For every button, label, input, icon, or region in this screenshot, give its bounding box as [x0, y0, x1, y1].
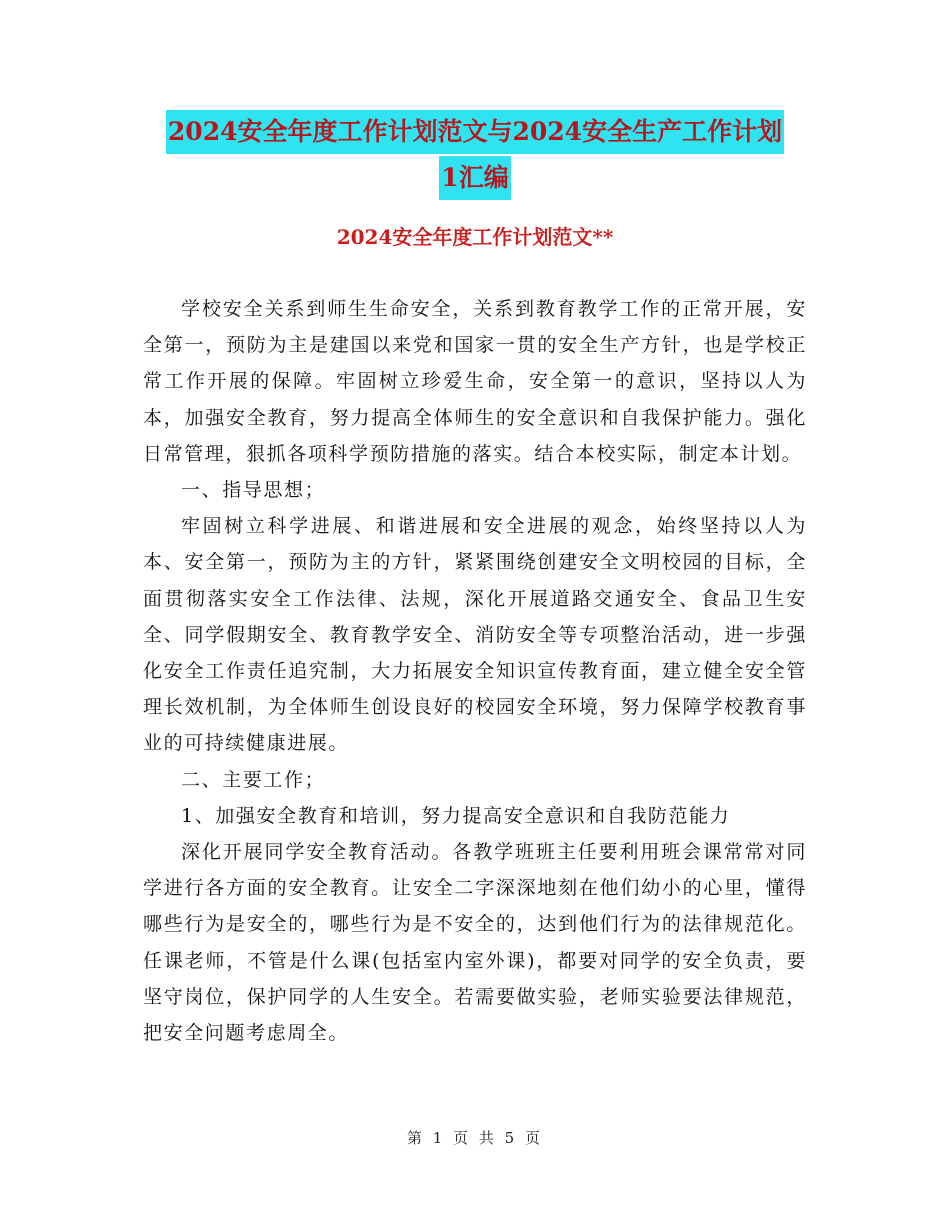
section-heading: 2024安全年度工作计划范文** [336, 225, 614, 249]
document-title [0, 110, 950, 200]
page-footer: 第 1 页 共 5 页 [407, 1129, 543, 1147]
document-body [143, 291, 807, 1051]
heading-item-1: 1、加强安全教育和培训，努力提高安全意识和自我防范能力 [181, 804, 731, 827]
paragraph-item-1: 深化开展同学安全教育活动。各教学班班主任要利用班会课常常对同学进行各方面的安全教育。让安全二字深深地刻在他们幼小的心里，懂得哪些行为是安全的，哪些行为是不安全的，达到他们行为的法律规范化。任课老师，不管是什么课(包括室内室外课)，都要对同学的安全负责，要坚守岗位，保护同学的人生安全。若需要做实验，老师实验要法律规范，把安全问题考虑周全。 [143, 841, 807, 1045]
paragraph-intro: 学校安全关系到师生生命安全，关系到教育教学工作的正常开展，安全第一，预防为主是建国以来党和国家一贯的安全生产方针，也是学校正常工作开展的保障。牢固树立珍爱生命，安全第一的意识，坚持以人为本，加强安全教育，努力提高全体师生的安全意识和自我保护能力。强化日常管理，狠抓各项科学预防措施的落实。结合本校实际，制定本计划。 [143, 298, 807, 465]
title-line-1: 2024安全年度工作计划范文与2024安全生产工作计划 [166, 110, 784, 154]
heading-main-work: 二、主要工作； [181, 768, 326, 791]
paragraph-guiding-thought: 牢固树立科学进展、和谐进展和安全进展的观念，始终坚持以人为本、安全第一，预防为主的方针，紧紧围绕创建安全文明校园的目标，全面贯彻落实安全工作法律、法规，深化开展道路交通安全、食品卫生安全、同学假期安全、教育教学安全、消防安全等专项整治活动，进一步强化安全工作责任追究制，大力拓展安全知识宣传教育面，建立健全安全管理长效机制，为全体师生创设良好的校园安全环境，努力保障学校教育事业的可持续健康进展。 [143, 515, 807, 755]
title-line-2: 1汇编 [439, 156, 510, 200]
heading-guiding-thought: 一、指导思想； [181, 479, 326, 502]
